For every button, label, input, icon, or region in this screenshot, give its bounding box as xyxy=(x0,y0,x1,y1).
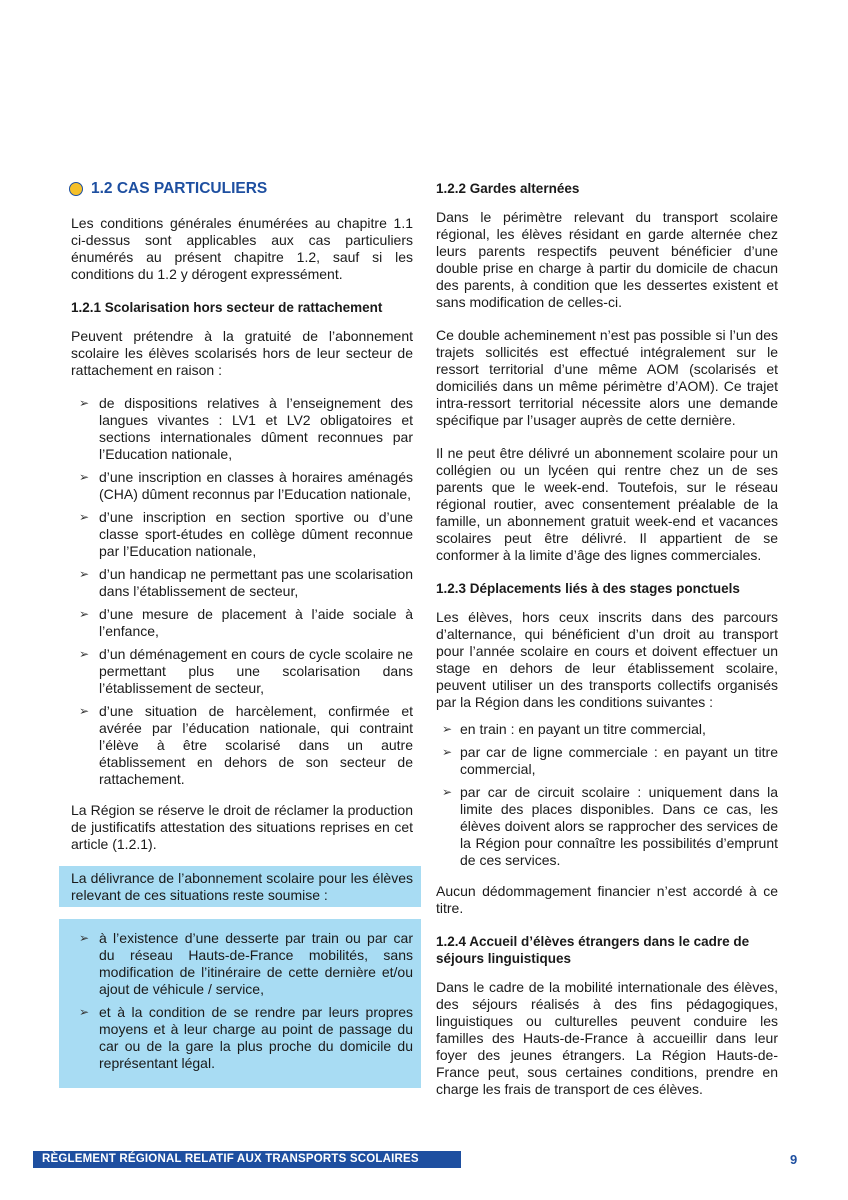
list-1-2-1 xyxy=(71,395,413,788)
list-item: ➢ d’un handicap ne permettant pas une scolarisation dans l’établissement de secteur, xyxy=(79,566,413,599)
paragraph-1-2-2-b: Ce double acheminement n’est pas possible si l’un des trajets sollicités est effectué intégralement sur le ressort territorial d’une même AOM (scolarisés et domiciliés dans un même périmètre d’AOM). Ce trajet intra-ressort territorial nécessite alors une demande spécifique par l’usager auprès de cette dernière. xyxy=(436,327,778,428)
circle-dot-icon xyxy=(69,182,83,196)
list-item: ➢ d’une inscription en section sportive ou d’une classe sport-études en collège dûment reconnue par l’Education nationale, xyxy=(79,509,413,559)
paragraph-1-2-2-c: Il ne peut être délivré un abonnement scolaire pour un collégien ou un lycéen qui rentre chez un de ses parents que le week-end. Toutefois, sur le réseau régional routier, avec consentement préalable de la famille, un abonnement gratuit week-end et vacances scolaires peut être délivré. Il appartient de se conformer à la limite d’âge des lignes commerciales. xyxy=(436,445,778,563)
section-title: 1.2 CAS PARTICULIERS xyxy=(91,180,268,197)
list-item: ➢ de dispositions relatives à l’enseignement des langues vivantes : LV1 et LV2 obligatoires et sections internationales dûment reconnues par l’Education nationale, xyxy=(79,395,413,462)
arrow-bullet-icon: ➢ xyxy=(79,704,90,718)
footer-title: RÈGLEMENT RÉGIONAL RELATIF AUX TRANSPORTS SCOLAIRES xyxy=(33,1151,461,1168)
highlight-content xyxy=(71,870,413,1086)
arrow-bullet-icon: ➢ xyxy=(79,510,90,524)
arrow-bullet-icon: ➢ xyxy=(79,607,90,621)
paragraph-1-2-2-a: Dans le périmètre relevant du transport scolaire régional, les élèves résidant en garde alternée chez leurs parents respectifs peuvent bénéficier d’une double prise en charge à partir du domicile de chacun des parents, à condition que les dessertes existent et sans modification de celles-ci. xyxy=(436,209,778,310)
heading-1-2-2: 1.2.2 Gardes alternées xyxy=(436,181,580,196)
region-paragraph: La Région se réserve le droit de réclamer la production de justificatifs attestation des situations reprises en cet article (1.2.1). xyxy=(71,802,413,852)
arrow-bullet-icon: ➢ xyxy=(442,745,453,759)
list-item: ➢ d’une situation de harcèlement, confirmée et avérée par l’éducation nationale, qui contraint l’élève à être scolarisé dans un autre établissement en dehors de son secteur de rattachement. xyxy=(79,703,413,787)
list-item: ➢ d’une mesure de placement à l’aide sociale à l’enfance, xyxy=(79,606,413,639)
section-heading xyxy=(69,180,413,197)
arrow-bullet-icon: ➢ xyxy=(79,931,90,945)
list-item: ➢ en train : en payant un titre commercial, xyxy=(442,721,706,737)
arrow-bullet-icon: ➢ xyxy=(79,567,90,581)
arrow-bullet-icon: ➢ xyxy=(442,722,453,736)
left-column xyxy=(71,180,413,869)
paragraph-1-2-3: Les élèves, hors ceux inscrits dans des parcours d’alternance, qui bénéficient d’un droit au transport pour l’année scolaire en cours et doivent effectuer un stage en dehors de leur établissement scolaire, peuvent utiliser un des transports collectifs organisés par la Région dans les conditions suivantes : xyxy=(436,609,778,710)
page-number: 9 xyxy=(790,1152,798,1167)
list-item: ➢ d’une inscription en classes à horaires aménagés (CHA) dûment reconnus par l’Education nationale, xyxy=(79,469,413,502)
intro-paragraph: Les conditions générales énumérées au chapitre 1.1 ci-dessus sont applicables aux cas particuliers énumérés au présent chapitre 1.2, sauf si les conditions du 1.2 y dérogent expressément. xyxy=(71,215,413,282)
list-1-2-3 xyxy=(436,721,778,869)
paragraph-1-2-1: Peuvent prétendre à la gratuité de l’abonnement scolaire les élèves scolarisés hors de leur secteur de rattachement en raison : xyxy=(71,328,413,378)
arrow-bullet-icon: ➢ xyxy=(442,785,453,799)
list-item: ➢ et à la condition de se rendre par leurs propres moyens et à leur charge au point de passage du car ou de la gare la plus proche du domicile du représentant légal. xyxy=(79,1004,413,1071)
heading-1-2-3: 1.2.3 Déplacements liés à des stages ponctuels xyxy=(436,581,740,596)
arrow-bullet-icon: ➢ xyxy=(79,647,90,661)
list-item: ➢ par car de circuit scolaire : uniquement dans la limite des places disponibles. Dans ce cas, les élèves doivent alors se rapprocher des services de la Région pour connaître les possibilités d’emprunt de ces services. xyxy=(442,784,778,868)
list-item: ➢ d’un déménagement en cours de cycle scolaire ne permettant plus une scolarisation dans l’établissement de secteur, xyxy=(79,646,413,696)
highlight-paragraph: La délivrance de l’abonnement scolaire pour les élèves relevant de ces situations reste soumise : xyxy=(71,870,413,903)
heading-1-2-1: 1.2.1 Scolarisation hors secteur de rattachement xyxy=(71,300,383,315)
paragraph-1-2-3-b: Aucun dédommagement financier n’est accordé à ce titre. xyxy=(436,883,778,916)
paragraph-1-2-4: Dans le cadre de la mobilité internationale des élèves, des séjours réalisés à des fins pédagogiques, linguistiques ou culturelles peuvent conduire les familles des Hauts-de-France à accueillir dans leur foyer des jeunes étrangers. La Région Hauts-de-France peut, sous certaines conditions, prendre en charge les frais de transport de ces élèves. xyxy=(436,979,778,1097)
list-item: ➢ par car de ligne commerciale : en payant un titre commercial, xyxy=(442,744,778,777)
highlight-list xyxy=(71,930,413,1072)
list-item: ➢ à l’existence d’une desserte par train ou par car du réseau Hauts-de-France mobilités, sans modification de l’itinéraire de cette dernière et/ou ajout de véhicule / service, xyxy=(79,930,413,997)
heading-1-2-4: 1.2.4 Accueil d’élèves étrangers dans le cadre de séjours linguistiques xyxy=(436,934,750,966)
arrow-bullet-icon: ➢ xyxy=(79,1005,90,1019)
arrow-bullet-icon: ➢ xyxy=(79,470,90,484)
arrow-bullet-icon: ➢ xyxy=(79,396,90,410)
right-column xyxy=(436,180,778,1114)
